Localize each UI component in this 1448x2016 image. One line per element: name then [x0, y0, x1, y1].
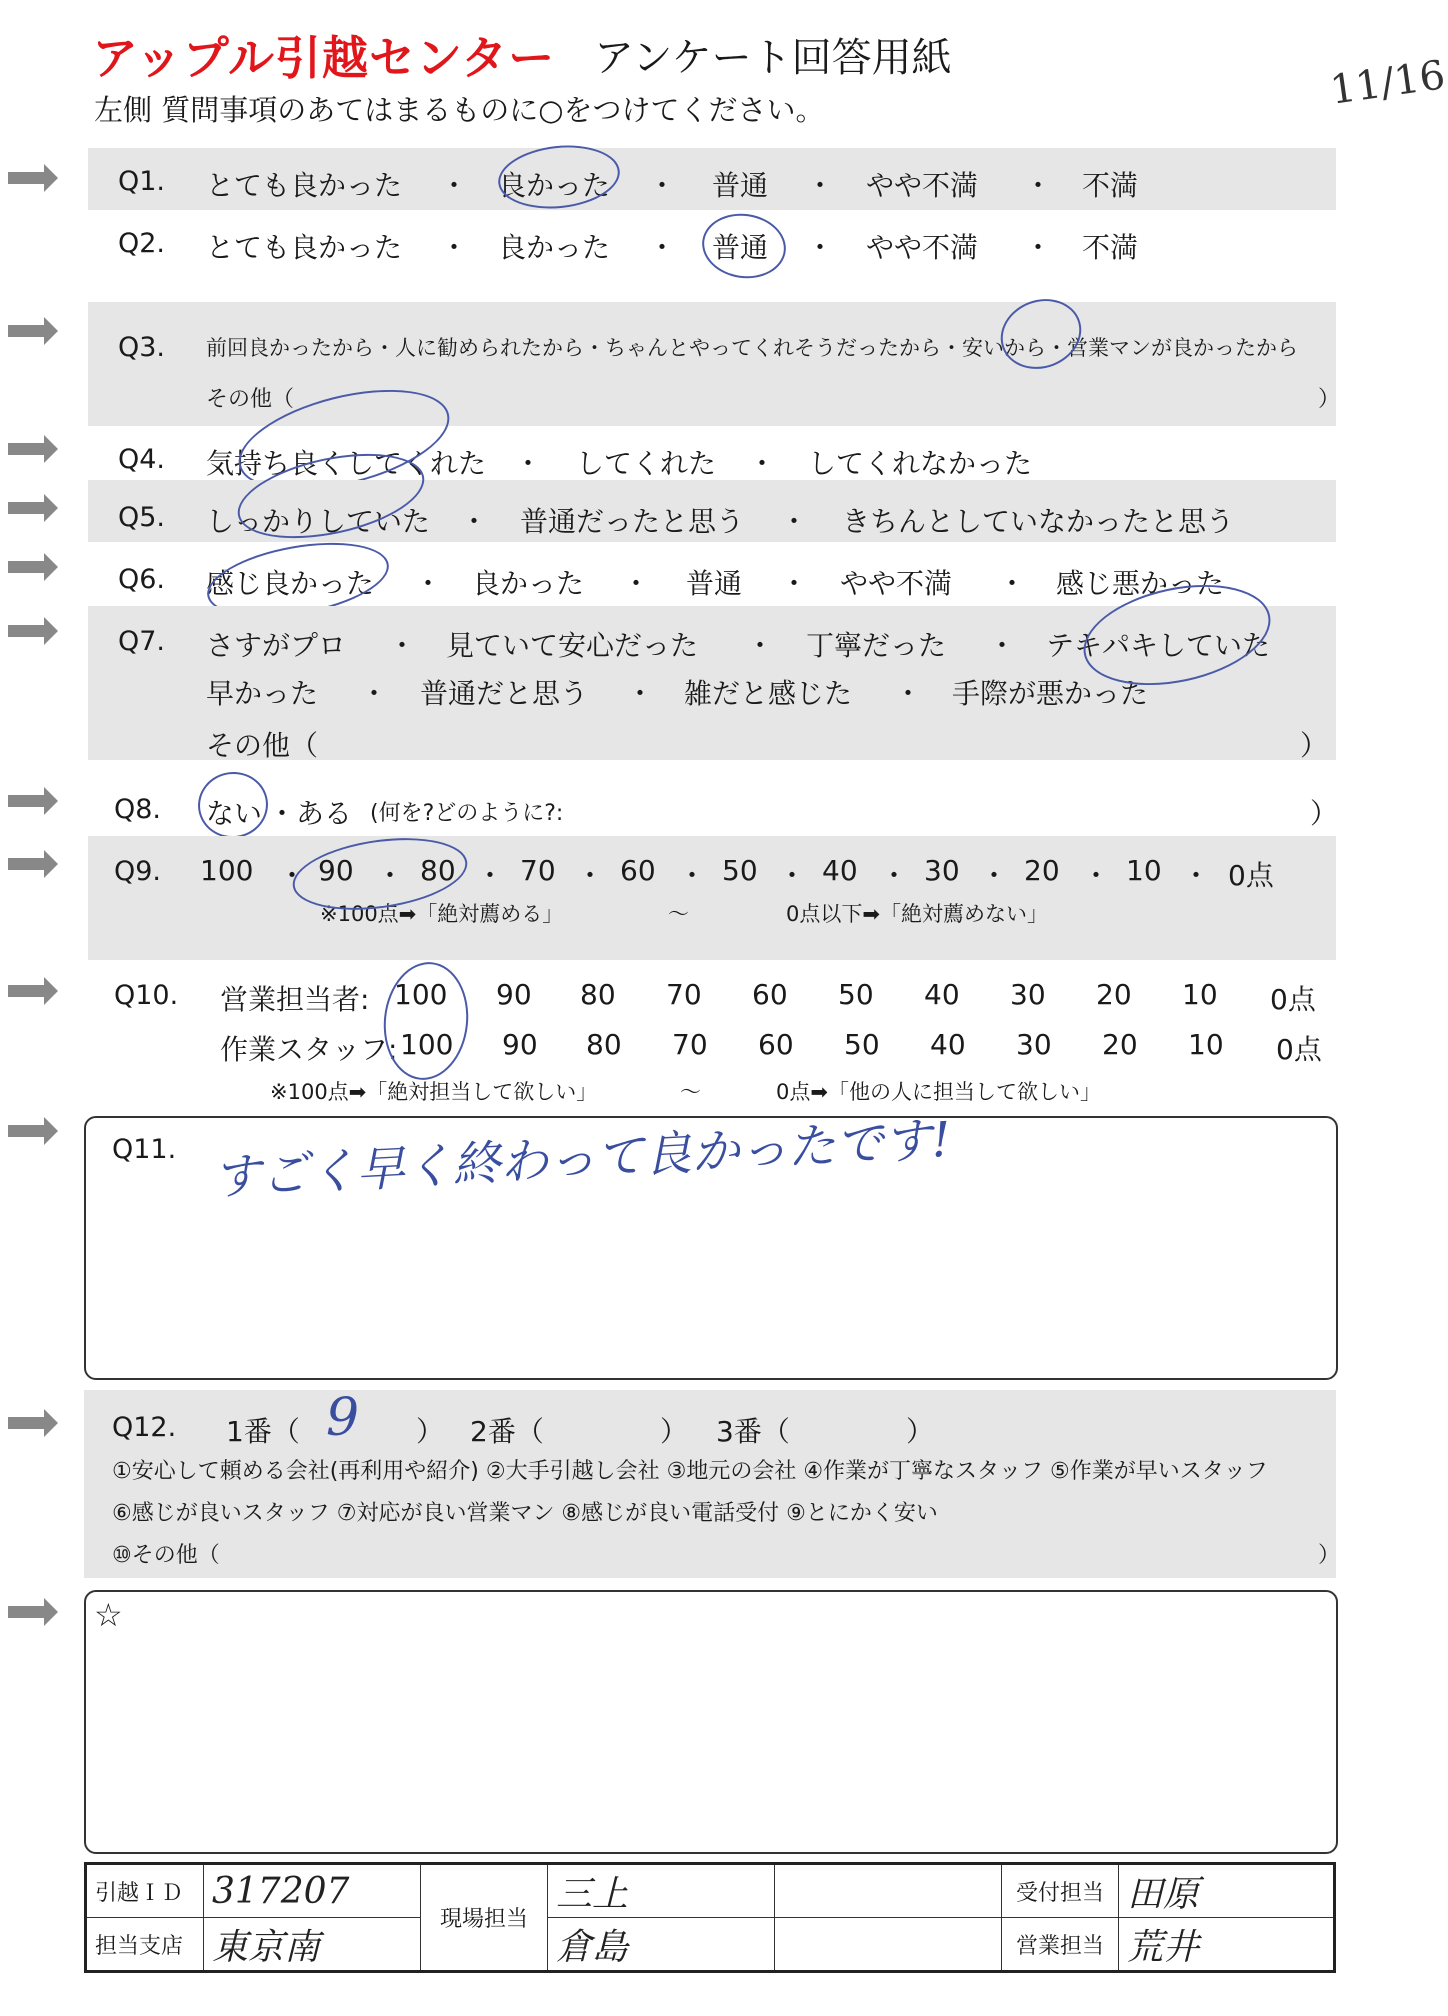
handwritten-date: 11/16 [1327, 52, 1448, 114]
q8-some[interactable]: ・ある [268, 797, 353, 830]
q9-score-10[interactable]: 10 [1126, 854, 1162, 887]
q10-staff-100[interactable]: 100 [400, 1028, 454, 1061]
q10-note-tilde: 〜 [680, 1080, 701, 1104]
q4-opt3[interactable]: してくれなかった [808, 447, 1033, 480]
q9-dot: ・ [778, 859, 807, 892]
q7-opt8[interactable]: 手際が悪かった [952, 677, 1149, 710]
q12-options-1: ①安心して頼める会社(再利用や紹介) ②大手引越し会社 ③地元の会社 ④作業が丁寧なスタッフ ⑤作業が早いスタッフ [112, 1459, 1268, 1484]
move-id-text: 317207 [212, 1870, 350, 1912]
q6-opt5[interactable]: 感じ悪かった [1056, 567, 1225, 600]
q9-score-60[interactable]: 60 [620, 854, 656, 887]
reception-text: 田原 [1127, 1873, 1200, 1915]
q8-detail: (何を?どのように?: [370, 801, 564, 826]
q8-none[interactable]: ない [206, 797, 263, 830]
q9-note-left: ※100点➡「絶対薦める」 [320, 902, 564, 926]
q9-dot: ・ [376, 859, 405, 892]
q6-dot: ・ [414, 567, 443, 600]
q10-sales-70[interactable]: 70 [666, 978, 702, 1011]
q9-dot: ・ [880, 859, 909, 892]
q9-score-30[interactable]: 30 [924, 854, 960, 887]
arrow-icon [8, 1117, 58, 1145]
q9-dot: ・ [980, 859, 1009, 892]
q6-opt1[interactable]: 感じ良かった [206, 567, 375, 600]
q1-dot: ・ [440, 169, 469, 202]
q7-other[interactable]: その他（ [206, 729, 319, 762]
q10-sales-80[interactable]: 80 [580, 978, 616, 1011]
q1-opt5[interactable]: 不満 [1082, 169, 1139, 202]
q7-dot: ・ [894, 677, 923, 710]
arrow-icon [8, 317, 58, 345]
q9-dot: ・ [576, 859, 605, 892]
q6-dot: ・ [622, 567, 651, 600]
arrow-icon [8, 494, 58, 522]
q1-dot: ・ [1024, 169, 1053, 202]
q5-opt3[interactable]: きちんとしていなかったと思う [842, 505, 1235, 538]
q6-opt3[interactable]: 普通 [686, 567, 743, 600]
arrow-icon [8, 164, 58, 192]
q2-dot: ・ [806, 231, 835, 264]
q10-staff-10[interactable]: 10 [1188, 1028, 1224, 1061]
q1-dot: ・ [806, 169, 835, 202]
q3-label: Q3. [118, 332, 166, 363]
q9-dot: ・ [1182, 859, 1211, 892]
q10-note-left: ※100点➡「絶対担当して欲しい」 [270, 1080, 598, 1104]
q12-second: 2番（ [470, 1415, 544, 1448]
q2-opt4[interactable]: やや不満 [866, 231, 979, 264]
q4-label: Q4. [118, 444, 166, 475]
reception-value[interactable] [1119, 1864, 1335, 1918]
q2-opt1[interactable]: とても良かった [206, 231, 403, 264]
q2-opt3[interactable]: 普通 [712, 231, 769, 264]
q11-answer[interactable]: すごく早く終わって良かったです! [211, 1111, 953, 1207]
q9-score-50[interactable]: 50 [722, 854, 758, 887]
q11-label: Q11. [112, 1134, 177, 1165]
q10-staff-label: 作業スタッフ: [220, 1033, 398, 1066]
q10-sales-0[interactable]: 0点 [1270, 983, 1316, 1016]
arrow-icon [8, 617, 58, 645]
q10-sales-60[interactable]: 60 [752, 978, 788, 1011]
q10-sales-30[interactable]: 30 [1010, 978, 1046, 1011]
q1-opt2[interactable]: 良かった [498, 169, 611, 202]
move-id-label: 引越ＩＤ [86, 1864, 204, 1918]
q5-dot: ・ [460, 505, 489, 538]
q12-options-2: ⑥感じが良いスタッフ ⑦対応が良い営業マン ⑧感じが良い電話受付 ⑨とにかく安い [112, 1501, 938, 1526]
q9-dot: ・ [476, 859, 505, 892]
q10-staff-90[interactable]: 90 [502, 1028, 538, 1061]
site-label: 現場担当 [421, 1864, 548, 1972]
arrow-icon [8, 553, 58, 581]
branch-text: 東京南 [212, 1926, 321, 1968]
q7-opt7[interactable]: 雑だと感じた [684, 677, 853, 710]
q12-label: Q12. [112, 1412, 177, 1443]
q10-sales-90[interactable]: 90 [496, 978, 532, 1011]
q6-dot: ・ [780, 567, 809, 600]
q6-opt4[interactable]: やや不満 [840, 567, 953, 600]
q2-opt5[interactable]: 不満 [1082, 231, 1139, 264]
q12-close2: ） [660, 1415, 689, 1448]
q10-staff-30[interactable]: 30 [1016, 1028, 1052, 1061]
star-icon: ☆ [94, 1596, 123, 1634]
q7-close: ） [1300, 729, 1329, 762]
q9-dot: ・ [278, 859, 307, 892]
q1-opt1[interactable]: とても良かった [206, 169, 403, 202]
q7-dot: ・ [388, 629, 417, 662]
q12-close1: ） [416, 1415, 445, 1448]
q9-note-right: 0点以下➡「絶対薦めない」 [786, 902, 1048, 926]
q8-close: ） [1310, 797, 1339, 830]
q10-sales-10[interactable]: 10 [1182, 978, 1218, 1011]
q7-dot: ・ [746, 629, 775, 662]
q6-dot: ・ [998, 567, 1027, 600]
q3-options[interactable]: 前回良かったから・人に勧められたから・ちゃんとやってくれそうだったから・安いから・営業マンが良かったから [206, 336, 1298, 360]
q9-note-tilde: 〜 [668, 902, 689, 926]
q12-close: ） [1318, 1543, 1341, 1568]
q7-dot: ・ [360, 677, 389, 710]
q9-dot: ・ [1082, 859, 1111, 892]
q2-dot: ・ [648, 231, 677, 264]
q4-dot: ・ [514, 447, 543, 480]
arrow-icon [8, 1409, 58, 1437]
q2-dot: ・ [1024, 231, 1053, 264]
q10-sales-40[interactable]: 40 [924, 978, 960, 1011]
site-blank-1[interactable] [775, 1864, 1002, 1918]
q4-opt2[interactable]: してくれた [576, 447, 717, 480]
q3-close: ） [1318, 387, 1341, 412]
arrow-icon [8, 977, 58, 1005]
q10-staff-0[interactable]: 0点 [1276, 1033, 1322, 1066]
q7-opt1[interactable]: さすがプロ [206, 629, 347, 662]
q12-close3: ） [906, 1415, 935, 1448]
margin-arrows [0, 0, 70, 2016]
site-text-2: 倉島 [556, 1926, 629, 1968]
q9-score-0[interactable]: 0点 [1228, 859, 1274, 892]
q1-dot: ・ [648, 169, 677, 202]
q2-answer-circle [698, 208, 790, 283]
q9-dot: ・ [678, 859, 707, 892]
q10-staff-80[interactable]: 80 [586, 1028, 622, 1061]
q10-staff-40[interactable]: 40 [930, 1028, 966, 1061]
q9-score-100[interactable]: 100 [200, 854, 254, 887]
q10-sales-50[interactable]: 50 [838, 978, 874, 1011]
q2-label: Q2. [118, 228, 166, 259]
q5-dot: ・ [780, 505, 809, 538]
q9-score-20[interactable]: 20 [1024, 854, 1060, 887]
q6-opt2[interactable]: 良かった [472, 567, 585, 600]
free-comment-box[interactable] [84, 1590, 1338, 1854]
q7-label: Q7. [118, 626, 166, 657]
q7-dot: ・ [988, 629, 1017, 662]
q10-sales-label: 営業担当者: [220, 983, 370, 1016]
q10-label: Q10. [114, 980, 179, 1011]
sales-label: 営業担当 [1002, 1918, 1119, 1972]
site-value-1[interactable] [548, 1864, 775, 1918]
branch-label: 担当支店 [86, 1918, 204, 1972]
arrow-icon [8, 1598, 58, 1626]
q12-third: 3番（ [716, 1415, 790, 1448]
q10-note-right: 0点➡「他の人に担当して欲しい」 [776, 1080, 1101, 1104]
q12-first: 1番（ [226, 1415, 300, 1448]
sales-value[interactable] [1119, 1918, 1335, 1972]
q7-opt5[interactable]: 早かった [206, 677, 319, 710]
move-id-value[interactable] [204, 1864, 421, 1918]
q5-opt1[interactable]: しっかりしていた [206, 505, 431, 538]
footer-table [84, 1862, 1336, 1973]
form-title: アンケート回答用紙 [594, 35, 952, 81]
q10-staff-60[interactable]: 60 [758, 1028, 794, 1061]
q7-opt6[interactable]: 普通だと思う [420, 677, 589, 710]
instruction: 左側 質問事項のあてはまるものに○をつけてください。 [94, 93, 825, 127]
q9-score-40[interactable]: 40 [822, 854, 858, 887]
q2-dot: ・ [440, 231, 469, 264]
q12-options-3: ⑩その他（ [112, 1543, 220, 1568]
q9-score-90[interactable]: 90 [318, 854, 354, 887]
q7-opt4[interactable]: テキパキしていた [1046, 629, 1271, 662]
q5-label: Q5. [118, 502, 166, 533]
site-value-2[interactable] [548, 1918, 775, 1972]
q1-opt4[interactable]: やや不満 [866, 169, 979, 202]
q10-staff-20[interactable]: 20 [1102, 1028, 1138, 1061]
arrow-icon [8, 787, 58, 815]
arrow-icon [8, 850, 58, 878]
q9-score-80[interactable]: 80 [420, 854, 456, 887]
q9-score-70[interactable]: 70 [520, 854, 556, 887]
q4-opt1[interactable]: 気持ち良くしてくれた [206, 447, 487, 480]
q8-label: Q8. [114, 794, 162, 825]
q7-opt2[interactable]: 見ていて安心だった [446, 629, 699, 662]
brand-title: アップル引越センター [92, 31, 556, 85]
q1-label: Q1. [118, 166, 166, 197]
q4-dot: ・ [748, 447, 777, 480]
q10-sales-100[interactable]: 100 [394, 978, 448, 1011]
q12-first-answer[interactable]: 9 [326, 1388, 360, 1448]
branch-value[interactable] [204, 1918, 421, 1972]
q3-other[interactable]: その他（ [206, 387, 295, 412]
q1-opt3[interactable]: 普通 [712, 169, 769, 202]
q7-opt3[interactable]: 丁寧だった [806, 629, 947, 662]
q10-staff-50[interactable]: 50 [844, 1028, 880, 1061]
q2-opt2[interactable]: 良かった [498, 231, 611, 264]
site-blank-2[interactable] [775, 1918, 1002, 1972]
q6-label: Q6. [118, 564, 166, 595]
q10-staff-70[interactable]: 70 [672, 1028, 708, 1061]
q7-dot: ・ [626, 677, 655, 710]
q9-label: Q9. [114, 856, 162, 887]
reception-label: 受付担当 [1002, 1864, 1119, 1918]
site-text-1: 三上 [556, 1873, 629, 1915]
q10-sales-20[interactable]: 20 [1096, 978, 1132, 1011]
arrow-icon [8, 435, 58, 463]
q5-opt2[interactable]: 普通だったと思う [520, 505, 745, 538]
sales-text: 荒井 [1127, 1926, 1200, 1968]
